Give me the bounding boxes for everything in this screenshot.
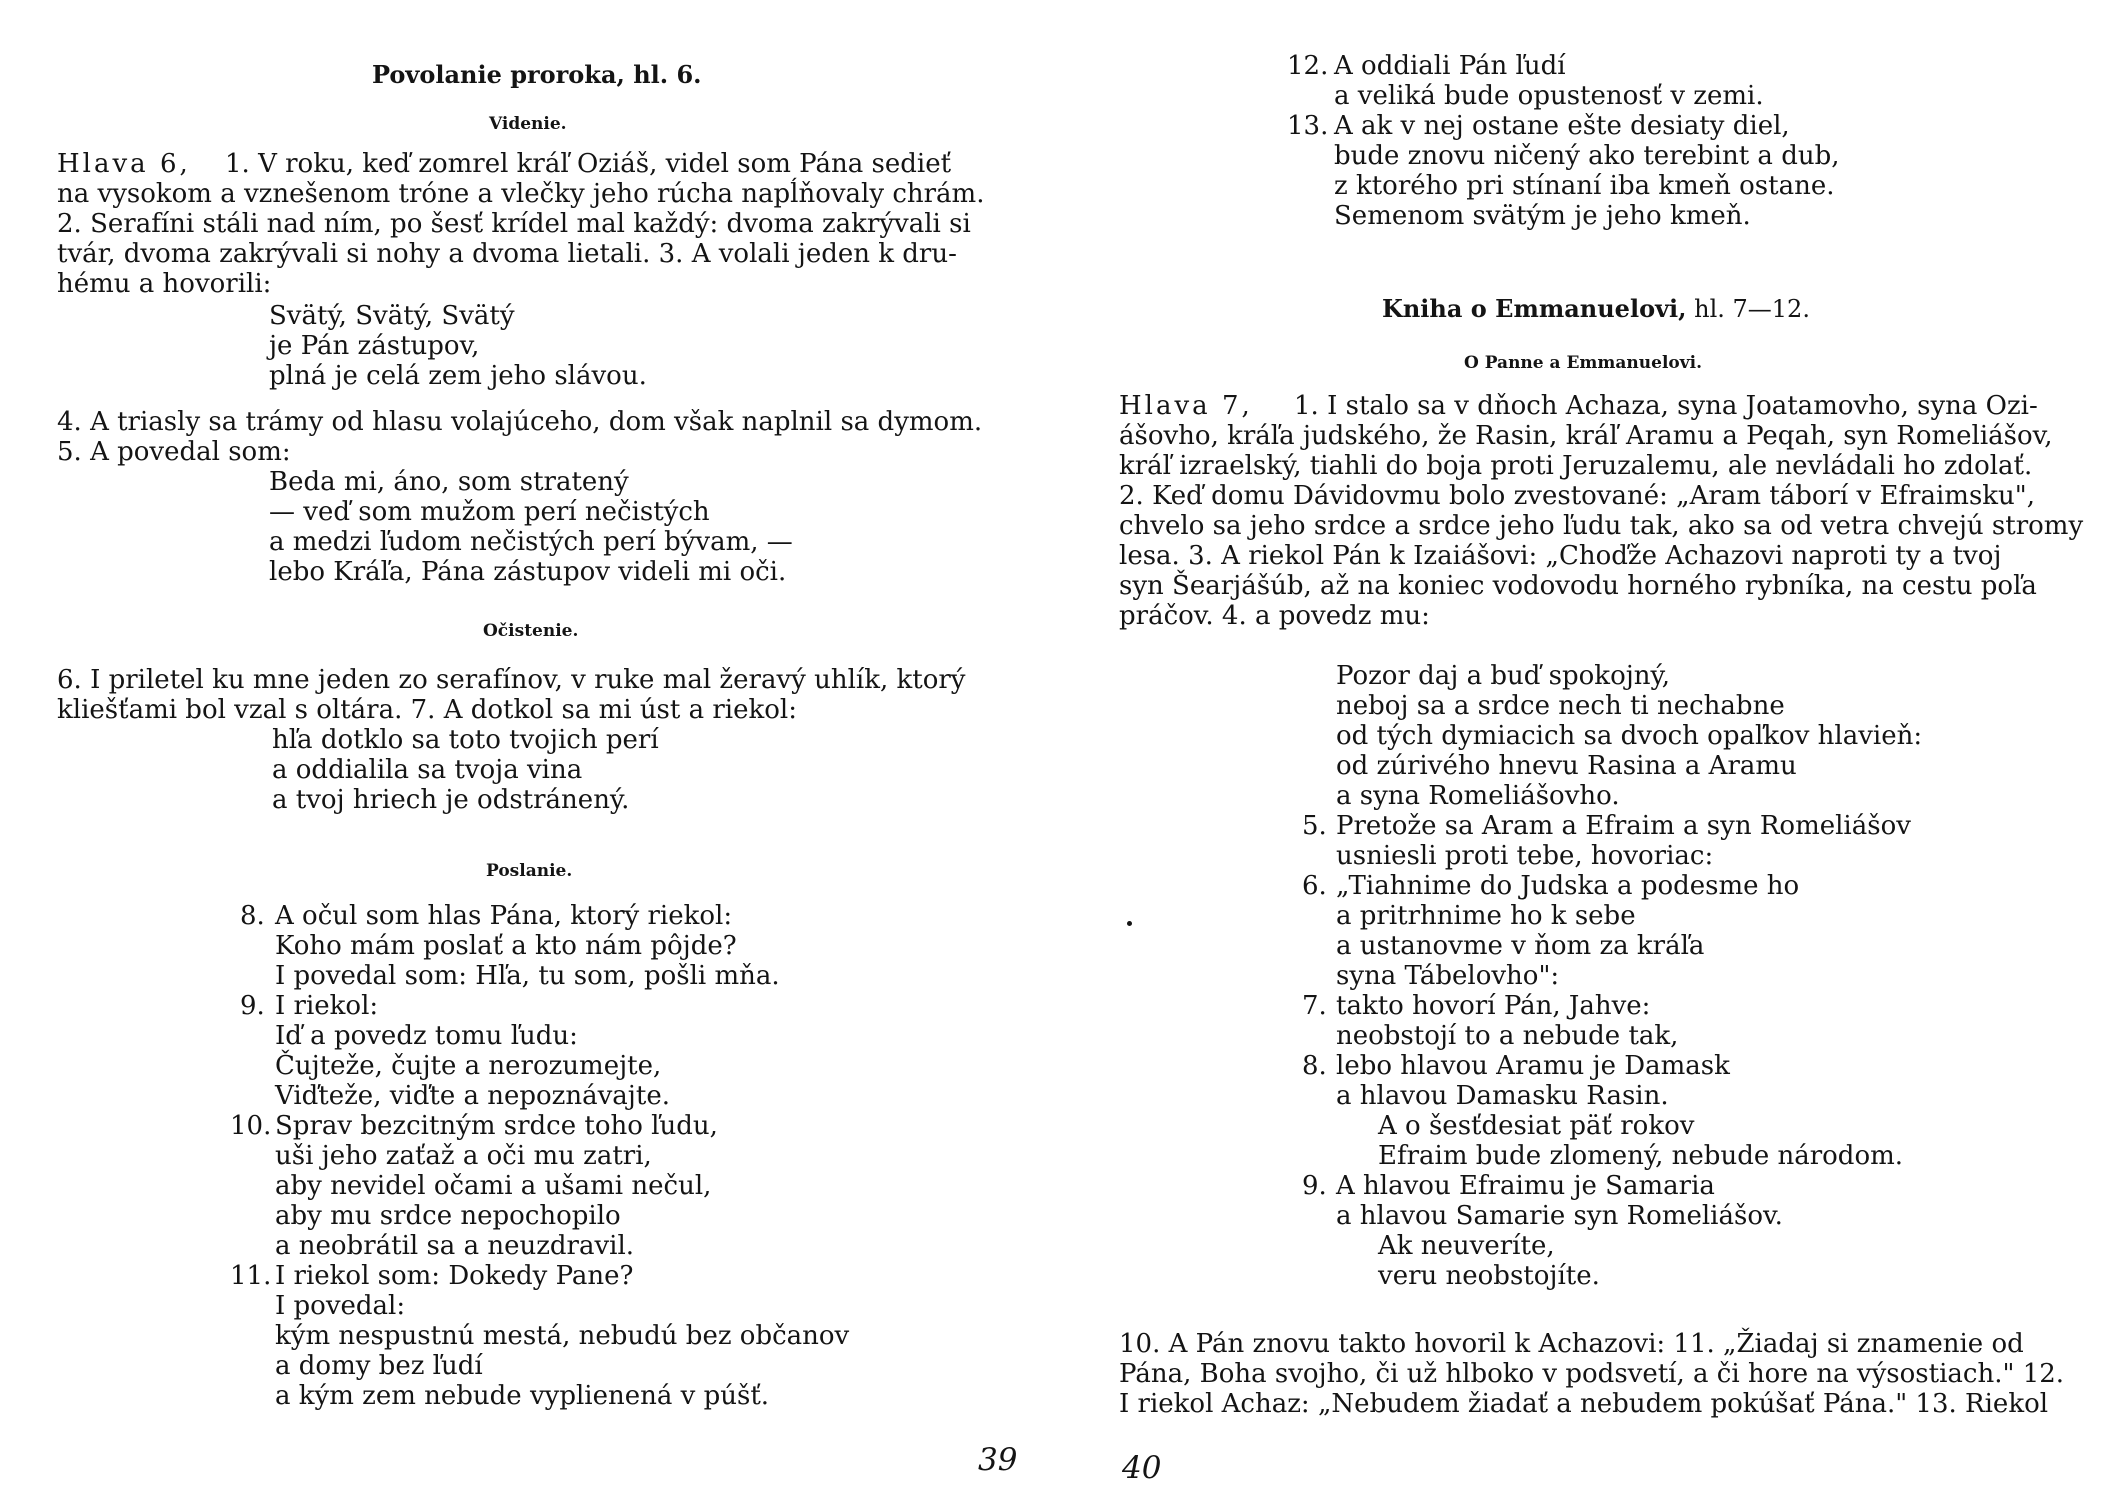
verse-line: a medzi ľudom nečistých perí bývam, — <box>269 527 793 557</box>
verse-line: Sprav bezcitným srdce toho ľudu, <box>275 1111 718 1141</box>
section-heading: Videnie. <box>489 114 567 134</box>
verse-line: a syna Romeliášovho. <box>1336 781 1620 811</box>
verse-line: lebo hlavou Aramu je Damask <box>1336 1051 1730 1081</box>
verse-line: A oddiali Pán ľudí <box>1334 51 1566 81</box>
text-line: ášovho, kráľa judského, že Rasin, kráľ Aramu a Peqah, syn Romeliášov, <box>1119 421 2053 451</box>
verse-number: 5. <box>1302 811 1327 841</box>
text-line: kráľ izraelský, tiahli do boja proti Jeruzalemu, ale nevládali ho zdolať. <box>1119 451 2033 481</box>
verse-line: Efraim bude zlomený, nebude národom. <box>1378 1141 1904 1171</box>
text-line: hému a hovorili: <box>57 269 272 299</box>
book-title-chapters: hl. 7—12. <box>1686 295 1810 323</box>
verse-number: 12. <box>1287 51 1329 81</box>
text-line: chvelo sa jeho srdce a srdce jeho ľudu tak, ako sa od vetra chvejú stromy <box>1119 511 2084 541</box>
page-number: 39 <box>978 1442 1018 1478</box>
verse-line: aby nevidel očami a ušami nečul, <box>275 1171 712 1201</box>
verse-line: neobstojí to a nebude tak, <box>1336 1021 1679 1051</box>
verse-line: uši jeho zaťaž a oči mu zatri, <box>275 1141 652 1171</box>
verse-line: a hlavou Damasku Rasin. <box>1336 1081 1669 1111</box>
text-line: lesa. 3. A riekol Pán k Izaiášovi: „Choďže Achazovi naproti ty a tvoj <box>1119 541 2002 571</box>
text-line: 5. A povedal som: <box>57 437 291 467</box>
verse-line: A hlavou Efraimu je Samaria <box>1336 1171 1715 1201</box>
verse-line: od tých dymiacich sa dvoch opaľkov hlavieň: <box>1336 721 1923 751</box>
text-line: syn Šearjášúb, až na koniec vodovodu horného rybníka, na cestu poľa <box>1119 571 2037 601</box>
verse-line: plná je celá zem jeho slávou. <box>269 361 647 391</box>
verse-line: I riekol som: Dokedy Pane? <box>275 1261 634 1291</box>
verse-number: 13. <box>1287 111 1329 141</box>
text-line: 2. Serafíni stáli nad ním, po šesť krídel mal každý: dvoma zakrývali si <box>57 209 971 239</box>
verse-line: Pozor daj a buď spokojný, <box>1336 661 1671 691</box>
verse-line: veru neobstojíte. <box>1378 1261 1600 1291</box>
verse-number: 11. <box>230 1261 272 1291</box>
verse-line: Pretože sa Aram a Efraim a syn Romeliášov <box>1336 811 1911 841</box>
book-title-bold: Kniha o Emmanuelovi, <box>1382 294 1687 323</box>
verse-line: kým nespustnú mestá, nebudú bez občanov <box>275 1321 850 1351</box>
text-line: 10. A Pán znovu takto hovoril k Achazovi: 11. „Žiadaj si znamenie od <box>1119 1329 2024 1359</box>
verse-line: Koho mám poslať a kto nám pôjde? <box>275 931 737 961</box>
verse-line: z ktorého pri stínaní iba kmeň ostane. <box>1334 171 1835 201</box>
verse-line: a tvoj hriech je odstránený. <box>272 785 630 815</box>
verse-line: A o šesťdesiat päť rokov <box>1378 1111 1695 1141</box>
verse-line: lebo Kráľa, Pána zástupov videli mi oči. <box>269 557 787 587</box>
verse-line: a neobrátil sa a neuzdravil. <box>275 1231 635 1261</box>
verse-line: takto hovorí Pán, Jahve: <box>1336 991 1651 1021</box>
verse-line: usniesli proti tebe, hovoriac: <box>1336 841 1714 871</box>
verse-line: Svätý, Svätý, Svätý <box>269 301 515 331</box>
stray-dot <box>1127 921 1132 926</box>
verse-number: 8. <box>240 901 265 931</box>
section-heading: Očistenie. <box>483 621 579 641</box>
text-line: I riekol Achaz: „Nebudem žiadať a nebudem pokúšať Pána." 13. Riekol <box>1119 1389 2049 1419</box>
verse-line: Čujteže, čujte a nerozumejte, <box>275 1051 662 1081</box>
section-heading: O Panne a Emmanuelovi. <box>1464 353 1702 373</box>
verse-number: 10. <box>230 1111 272 1141</box>
right-page <box>1062 0 2124 1500</box>
verse-number: 9. <box>240 991 265 1021</box>
verse-line: a pritrhnime ho k sebe <box>1336 901 1636 931</box>
verse-number: 9. <box>1302 1171 1327 1201</box>
book-title <box>1382 294 1810 324</box>
verse-line: a ustanovme v ňom za kráľa <box>1336 931 1705 961</box>
text-line: 2. Keď domu Dávidovmu bolo zvestované: „Aram táborí v Efraimsku", <box>1119 481 2036 511</box>
verse-line: — veď som mužom perí nečistých <box>269 497 710 527</box>
text-line: 4. A triasly sa trámy od hlasu volajúceho, dom však naplnil sa dymom. <box>57 407 983 437</box>
text-line: Pána, Boha svojho, či už hlboko v podsvetí, a či hore na výsostiach." 12. <box>1119 1359 2065 1389</box>
text-line: 1. V roku, keď zomrel kráľ Oziáš, videl som Pána sedieť <box>225 149 952 179</box>
verse-line: A ak v nej ostane ešte desiaty diel, <box>1334 111 1790 141</box>
verse-line: „Tiahnime do Judska a podesme ho <box>1336 871 1800 901</box>
verse-line: a domy bez ľudí <box>275 1351 483 1381</box>
text-line: 1. I stalo sa v dňoch Achaza, syna Joatamovho, syna Ozi- <box>1294 391 2038 421</box>
verse-line: I povedal som: Hľa, tu som, pošli mňa. <box>275 961 780 991</box>
verse-line: bude znovu ničený ako terebint a dub, <box>1334 141 1840 171</box>
verse-line: aby mu srdce nepochopilo <box>275 1201 621 1231</box>
verse-line: syna Tábelovho": <box>1336 961 1560 991</box>
text-line: práčov. 4. a povedz mu: <box>1119 601 1430 631</box>
page-number: 40 <box>1122 1450 1162 1486</box>
verse-number: 6. <box>1302 871 1327 901</box>
text-line: kliešťami bol vzal s oltára. 7. A dotkol sa mi úst a riekol: <box>57 695 797 725</box>
section-heading: Poslanie. <box>486 861 573 881</box>
verse-line: hľa dotklo sa toto tvojich perí <box>272 725 659 755</box>
verse-line: je Pán zástupov, <box>269 331 480 361</box>
verse-number: 7. <box>1302 991 1327 1021</box>
page-title: Povolanie proroka, hl. 6. <box>372 60 702 89</box>
text-line: na vysokom a vznešenom tróne a vlečky jeho rúcha napĺňovaly chrám. <box>57 179 985 209</box>
verse-line: od zúrivého hnevu Rasina a Aramu <box>1336 751 1797 781</box>
verse-line: a oddialila sa tvoja vina <box>272 755 583 785</box>
text-line: tvár, dvoma zakrývali si nohy a dvoma lietali. 3. A volali jeden k dru- <box>57 239 957 269</box>
verse-line: Viďteže, viďte a nepoznávajte. <box>275 1081 670 1111</box>
verse-line: I povedal: <box>275 1291 406 1321</box>
text-line: 6. I priletel ku mne jeden zo serafínov, v ruke mal žeravý uhlík, ktorý <box>57 665 966 695</box>
verse-line: Beda mi, áno, som stratený <box>269 467 629 497</box>
verse-line: Ak neuveríte, <box>1378 1231 1555 1261</box>
verse-line: Semenom svätým je jeho kmeň. <box>1334 201 1751 231</box>
chapter-label: Hlava 6, <box>57 149 191 179</box>
verse-line: neboj sa a srdce nech ti nechabne <box>1336 691 1785 721</box>
verse-line: a hlavou Samarie syn Romeliášov. <box>1336 1201 1783 1231</box>
verse-line: a veliká bude opustenosť v zemi. <box>1334 81 1764 111</box>
chapter-label: Hlava 7, <box>1119 391 1253 421</box>
verse-line: I riekol: <box>275 991 379 1021</box>
verse-line: A očul som hlas Pána, ktorý riekol: <box>275 901 733 931</box>
verse-line: a kým zem nebude vyplienená v púšť. <box>275 1381 770 1411</box>
verse-line: Iď a povedz tomu ľudu: <box>275 1021 578 1051</box>
verse-number: 8. <box>1302 1051 1327 1081</box>
